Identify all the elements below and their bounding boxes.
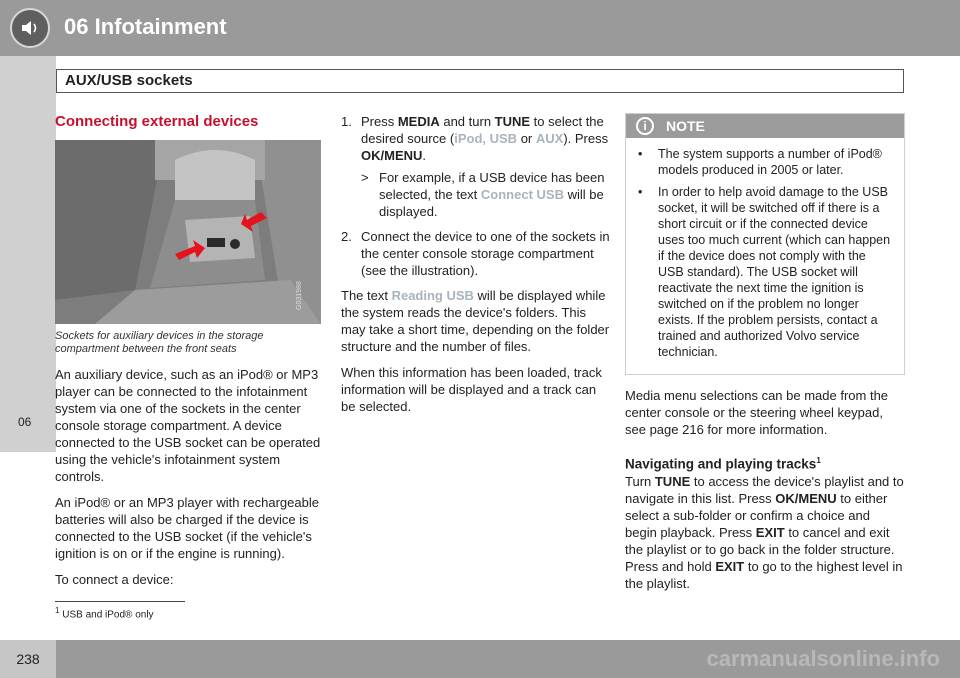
side-tab-label: 06 (18, 415, 32, 429)
note-bullet: • In order to help avoid damage to the USB socket, it will be switched off if there is a short circuit or if the connected device uses too much current (which can happen if the device does not comply with the USB standard). The USB socket will reactivate the next time the ignition is switched on if the problem no longer exists. If the problem persists, contact a trained and authorized Volvo service technician. (638, 185, 891, 359)
chapter-header (0, 0, 960, 56)
steps-list (341, 113, 613, 279)
step-2: 2. Connect the device to one of the sockets in the center console storage compartment (see the illustration). (341, 229, 610, 278)
section-title: AUX/USB sockets (65, 72, 193, 89)
reading-paragraph: The text Reading USB will be displayed while the system reads the device's folders. This may take a short time, depending on the folder structure and the number of files. (341, 288, 610, 354)
column-middle (341, 113, 613, 424)
footnote: $^1$ USB and iPod® only (55, 606, 154, 621)
intro-paragraph: An auxiliary device, such as an iPod® or MP3 player can be connected to the infotainment system via one of the sockets in the center console storage compartment. A device connected to the USB socket can be operated using the vehicle's infotainment system controls. (55, 367, 321, 484)
column-left (55, 113, 321, 597)
figure-caption: Sockets for auxiliary devices in the storage compartment between the front seats (55, 330, 264, 355)
loaded-paragraph: When this information has been loaded, track information will be displayed and a track can be selected. (341, 365, 602, 414)
info-icon: i (636, 117, 654, 135)
step-1: 1. Press MEDIA and turn TUNE to select the desired source (iPod, USB or AUX). Press OK/MENU. > For example, if a USB device has been selected, the text Connect USB will be displayed. (341, 113, 613, 220)
watermark: carmanualsonline.info (706, 646, 940, 671)
note-box (625, 113, 905, 375)
column-right (625, 113, 905, 601)
note-title: NOTE (666, 118, 705, 134)
page-number: 238 (0, 640, 56, 678)
navigating-paragraph: Turn TUNE to access the device's playlist and to navigate in this list. Press OK/MENU to either select a sub-folder or confirm a choice and begin playback. Press EXIT to cancel and exit the playlist or to go back in the folder structure. Press and hold EXIT to go to the highest level in the playlist. (625, 473, 904, 591)
section-heading: Connecting external devices (55, 113, 259, 130)
ok-menu-label: OK/MENU (361, 148, 423, 163)
media-button-label: MEDIA (397, 114, 440, 129)
note-body (626, 138, 904, 374)
charging-paragraph: An iPod® or an MP3 player with rechargeable batteries will also be charged if the device is connected to the USB socket (if the vehicle's ignition is on or if the engine is running). (55, 495, 319, 561)
step-1-example: > For example, if a USB device has been selected, the text Connect USB will be displayed. (361, 170, 605, 219)
chapter-title: 06 Infotainment (64, 14, 227, 39)
page-footer (0, 640, 960, 678)
media-menu-paragraph: Media menu selections can be made from the center console or the steering wheel keypad, see page 216 for more information. (625, 388, 889, 437)
note-header (626, 114, 904, 138)
side-tab (0, 56, 56, 452)
section-bar (56, 69, 904, 93)
console-sockets-illustration (55, 140, 321, 324)
footnote-divider (55, 601, 185, 602)
speaker-icon (10, 8, 50, 48)
connect-lead: To connect a device: (55, 572, 174, 587)
tune-knob-label: TUNE (494, 114, 531, 129)
navigating-heading: Navigating and playing tracks$^1$ (625, 456, 821, 472)
figure-code: G031988 (296, 281, 303, 310)
note-bullet: • The system supports a number of iPod® models produced in 2005 or later. (638, 147, 882, 177)
